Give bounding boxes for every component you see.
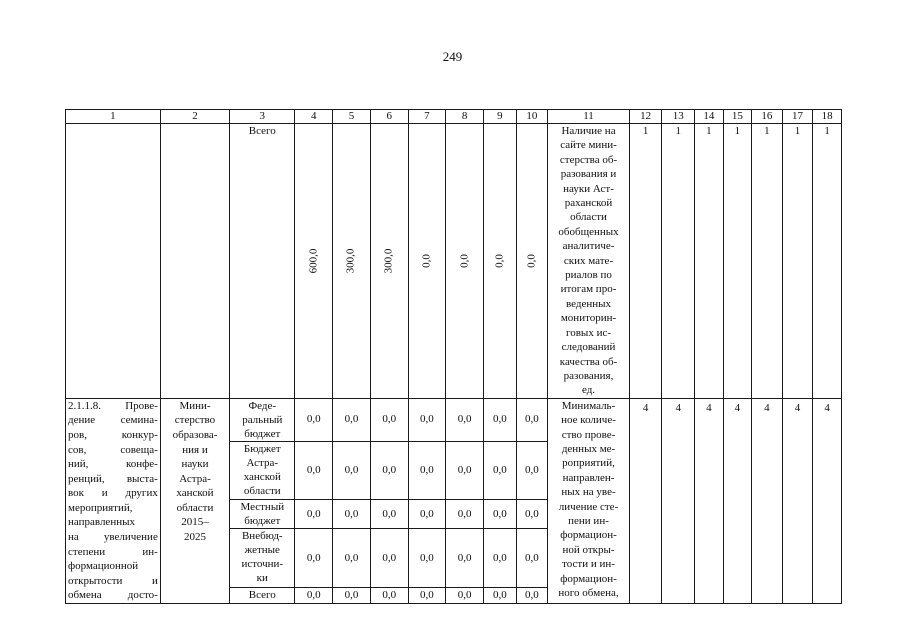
funding-value: 0,0	[408, 398, 446, 441]
text-line: сов, совеща-	[68, 443, 158, 456]
text-line: Внебюд-	[241, 530, 283, 543]
funding-value: 0,0	[370, 398, 408, 441]
text-line: мероприятий,	[68, 501, 133, 514]
text-line: ханской	[176, 487, 214, 500]
funding-value: 0,0	[516, 398, 548, 441]
text-line: Минималь-	[561, 399, 616, 412]
funding-value: 0,0	[446, 587, 484, 603]
column-header-3: 3	[230, 110, 295, 124]
text-line: пени ин-	[568, 514, 609, 527]
funding-value: 0,0	[370, 499, 408, 528]
funding-value: 0,0	[370, 587, 408, 603]
text-line: Наличие на	[561, 125, 616, 137]
text-line: жетные	[244, 544, 280, 557]
text-line: следований	[561, 341, 616, 354]
text-line: области	[176, 501, 214, 514]
text-line: направленных	[68, 516, 135, 529]
target-value: 4	[752, 398, 783, 603]
column-header-17: 17	[782, 110, 813, 124]
funding-value: 0,0	[408, 587, 446, 603]
text-line: аналитиче-	[562, 240, 615, 253]
text-line: роприятий,	[562, 457, 615, 470]
funding-value-text: 300,0	[344, 248, 357, 274]
target-value: 4	[695, 398, 724, 603]
funding-value: 0,0	[408, 529, 446, 588]
target-value: 1	[752, 124, 783, 399]
funding-source	[230, 398, 295, 441]
funding-source	[230, 587, 295, 603]
text-line: тости и ин-	[562, 558, 615, 571]
text-line: науки	[181, 458, 209, 471]
row-measure-2-1-1-8-source-1	[66, 398, 842, 441]
text-line: стерства об-	[559, 153, 618, 166]
text-line: науки Аст-	[563, 182, 614, 195]
funding-source: Всего	[230, 124, 295, 399]
funding-value	[408, 124, 446, 399]
funding-value: 0,0	[516, 442, 548, 500]
text-line: формацион-	[560, 572, 617, 585]
text-line: веденных	[566, 297, 612, 310]
text-line: мониторин-	[560, 312, 617, 325]
funding-value	[333, 124, 371, 399]
text-line: Местный	[240, 500, 285, 513]
text-line: ного обмена,	[558, 587, 619, 599]
text-line: стерство	[174, 414, 216, 427]
funding-value-text: 0,0	[420, 253, 433, 268]
text-line: направлен-	[562, 471, 615, 484]
text-line: ских мате-	[563, 254, 614, 267]
program-table	[65, 109, 842, 604]
funding-value: 0,0	[370, 529, 408, 588]
page-number: 249	[442, 49, 463, 64]
funding-value: 0,0	[333, 499, 371, 528]
column-header-11: 11	[548, 110, 630, 124]
funding-value: 0,0	[484, 587, 517, 603]
funding-value: 0,0	[446, 499, 484, 528]
funding-value: 0,0	[484, 442, 517, 500]
funding-value-text: 300,0	[382, 248, 395, 274]
target-value: 1	[813, 124, 842, 399]
text-line: качества об-	[559, 355, 618, 368]
text-line: денных ме-	[561, 442, 616, 455]
measure-cell-empty	[66, 124, 161, 399]
column-header-8: 8	[446, 110, 484, 124]
text-line: ния и	[182, 443, 208, 456]
text-line: степени ин-	[68, 545, 158, 558]
target-value: 4	[629, 398, 662, 603]
text-line: итогам про-	[560, 283, 617, 296]
text-line: Всего	[248, 588, 276, 601]
funding-value	[370, 124, 408, 399]
funding-value: 0,0	[484, 529, 517, 588]
target-value: 1	[695, 124, 724, 399]
column-header-18: 18	[813, 110, 842, 124]
funding-value: 0,0	[333, 529, 371, 588]
funding-value: 0,0	[333, 587, 371, 603]
column-header-15: 15	[723, 110, 752, 124]
text-line: области	[243, 485, 281, 498]
funding-value: 0,0	[295, 442, 333, 500]
indicator-cell	[548, 124, 630, 399]
funding-value: 0,0	[295, 398, 333, 441]
funding-value	[484, 124, 517, 399]
column-header-14: 14	[695, 110, 724, 124]
funding-value: 0,0	[516, 587, 548, 603]
funding-value-text: 0,0	[458, 253, 471, 268]
funding-value: 0,0	[408, 499, 446, 528]
column-number-row	[66, 110, 842, 124]
funding-value: 0,0	[484, 398, 517, 441]
funding-value: 0,0	[295, 499, 333, 528]
column-header-1: 1	[66, 110, 161, 124]
column-header-12: 12	[629, 110, 662, 124]
funding-value: 0,0	[295, 529, 333, 588]
text-line: 2025	[183, 531, 206, 544]
text-line: Астра-	[246, 457, 279, 470]
text-line: обмена досто-	[68, 589, 158, 602]
text-line: ное количе-	[561, 414, 616, 427]
column-header-7: 7	[408, 110, 446, 124]
text-line: Бюджет	[243, 443, 281, 456]
target-value: 4	[782, 398, 813, 603]
funding-value: 0,0	[295, 587, 333, 603]
text-line: ханской	[243, 471, 281, 484]
funding-source	[230, 529, 295, 588]
target-value: 1	[782, 124, 813, 399]
column-header-10: 10	[516, 110, 548, 124]
funding-value-text: 0,0	[493, 253, 506, 268]
text-line: Астра-	[179, 472, 211, 485]
text-line: формационной	[68, 560, 139, 573]
text-line: личение сте-	[558, 500, 619, 513]
text-line: бюджет	[244, 514, 281, 527]
funding-value	[446, 124, 484, 399]
text-line: обобщенных	[558, 225, 619, 238]
target-value: 1	[629, 124, 662, 399]
text-line: ной откры-	[562, 543, 615, 556]
text-line: на увеличение	[68, 531, 158, 544]
text-line: образова-	[172, 428, 218, 441]
text-line: ед.	[581, 384, 596, 397]
funding-source	[230, 499, 295, 528]
text-line: вок и других	[68, 487, 158, 500]
text-line: открытости и	[68, 574, 158, 587]
target-value: 4	[662, 398, 695, 603]
text-line: дение семина-	[68, 414, 158, 427]
funding-value: 0,0	[446, 442, 484, 500]
funding-value: 0,0	[446, 398, 484, 441]
funding-value: 0,0	[333, 442, 371, 500]
column-header-13: 13	[662, 110, 695, 124]
executor-cell-empty	[160, 124, 229, 399]
target-value: 4	[723, 398, 752, 603]
column-header-2: 2	[160, 110, 229, 124]
column-header-16: 16	[752, 110, 783, 124]
text-line: 2.1.1.8. Прове-	[68, 399, 158, 412]
text-line: бюджет	[244, 427, 281, 440]
funding-value-text: 600,0	[307, 248, 320, 274]
row-summary-total	[66, 124, 842, 399]
text-line: области	[570, 211, 607, 224]
indicator-cell	[548, 398, 630, 603]
text-line: ральный	[242, 413, 283, 426]
text-line: формацион-	[560, 529, 617, 542]
funding-value: 0,0	[516, 499, 548, 528]
funding-value: 0,0	[370, 442, 408, 500]
text-line: 2015–	[181, 516, 209, 529]
funding-value: 0,0	[408, 442, 446, 500]
funding-value	[516, 124, 548, 399]
text-line: риалов по	[565, 269, 612, 282]
funding-source	[230, 442, 295, 500]
text-line: ренций, выста-	[68, 472, 158, 485]
text-line: источни-	[241, 558, 284, 571]
target-value: 4	[813, 398, 842, 603]
funding-value: 0,0	[333, 398, 371, 441]
text-line: разования и	[560, 168, 617, 181]
measure-cell	[66, 398, 161, 603]
column-header-5: 5	[333, 110, 371, 124]
text-line: ров, конкур-	[68, 428, 158, 441]
text-line: Феде-	[248, 399, 277, 412]
text-line: сайте мини-	[560, 139, 617, 152]
funding-value	[295, 124, 333, 399]
column-header-9: 9	[484, 110, 517, 124]
text-line: раханской	[564, 197, 613, 210]
column-header-6: 6	[370, 110, 408, 124]
text-line: ний, конфе-	[68, 458, 158, 471]
text-line: Мини-	[179, 399, 211, 412]
target-value: 1	[723, 124, 752, 399]
target-value: 1	[662, 124, 695, 399]
text-line: говых ис-	[566, 326, 612, 339]
executor-cell	[160, 398, 229, 603]
text-line: ных на уве-	[561, 486, 616, 499]
text-line: разования,	[563, 369, 614, 382]
text-line: ки	[256, 572, 268, 585]
column-header-4: 4	[295, 110, 333, 124]
funding-value-text: 0,0	[525, 253, 538, 268]
text-line: ство прове-	[561, 428, 616, 441]
funding-value: 0,0	[484, 499, 517, 528]
funding-value: 0,0	[446, 529, 484, 588]
funding-value: 0,0	[516, 529, 548, 588]
